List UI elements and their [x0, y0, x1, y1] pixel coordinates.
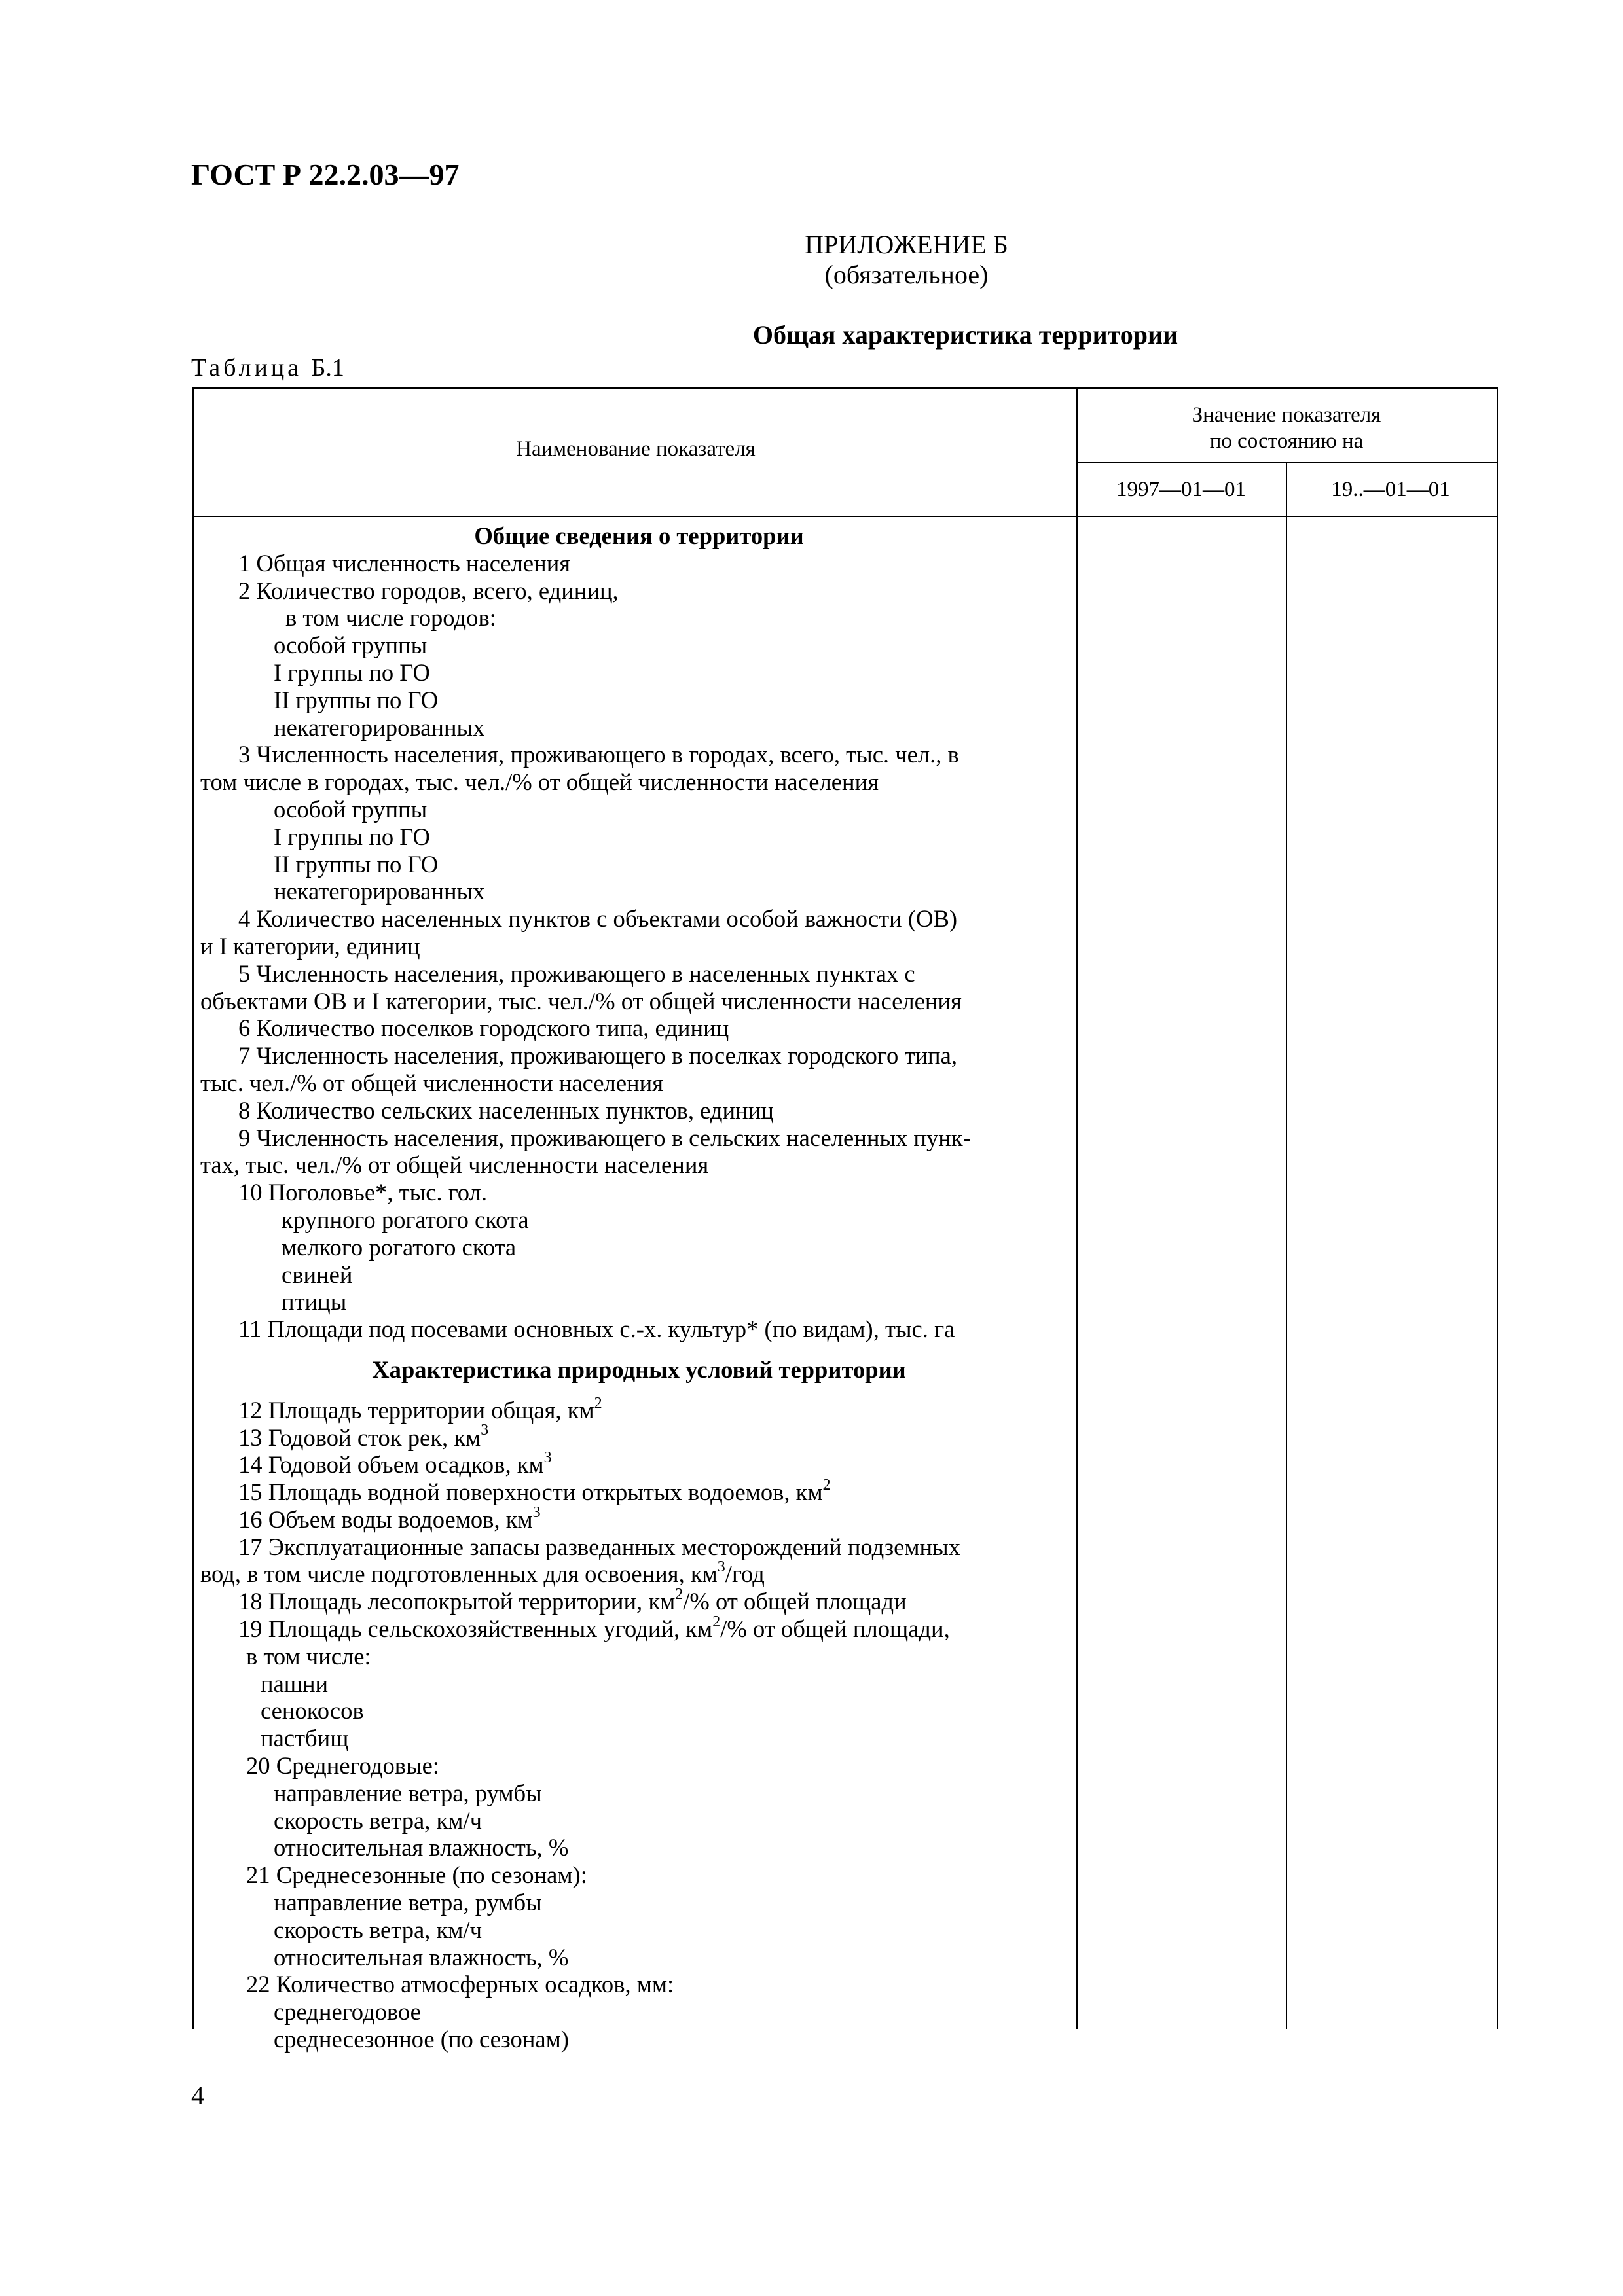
header-indicator-name: Наименование показателя: [516, 437, 756, 461]
table-number: Б.1: [311, 354, 344, 382]
table-label: [191, 353, 344, 382]
table-row: [200, 1424, 1078, 1452]
table-row: [200, 1476, 1078, 1506]
row-superscript: 3: [532, 1503, 541, 1521]
table-row: 6 Количество поселков городского типа, единиц: [238, 1014, 729, 1042]
table-label-word: Таблица: [191, 354, 302, 382]
table-row: мелкого рогатого скота: [282, 1233, 517, 1261]
table-row: [200, 1615, 1078, 1643]
table-row: среднесезонное (по сезонам): [274, 2026, 569, 2053]
table-row: II группы по ГО: [274, 850, 439, 878]
table-row: 21 Среднесезонные (по сезонам):: [246, 1861, 587, 1889]
row-superscript: 3: [543, 1449, 552, 1467]
table-row: тах, тыс. чел./% от общей численности населения: [200, 1151, 709, 1179]
table-row: 11 Площади под посевами основных с.-х. культур* (по видам), тыс. га: [238, 1316, 955, 1343]
table-row: 5 Численность населения, проживающего в населенных пунктах с: [238, 960, 915, 987]
table-body: [200, 522, 1078, 2053]
table-row: 3 Численность населения, проживающего в городах, всего, тыс. чел., в: [238, 741, 959, 768]
row-text: 13 Годовой сток рек, км: [238, 1424, 481, 1451]
table-row: [200, 1394, 1078, 1424]
header-date-2: 19..—01—01: [1331, 478, 1450, 501]
subsection-heading: Общие сведения о территории: [474, 522, 804, 549]
table-row: II группы по ГО: [274, 686, 439, 713]
row-superscript: 2: [594, 1394, 602, 1412]
table-row: в том числе городов:: [285, 604, 496, 632]
row-superscript: 3: [717, 1558, 725, 1576]
table-row: I группы по ГО: [274, 658, 430, 686]
table-row: среднегодовое: [274, 1998, 421, 2026]
table-row: 22 Количество атмосферных осадков, мм:: [246, 1971, 674, 1998]
table-row: 20 Среднегодовые:: [246, 1752, 440, 1780]
page-number: 4: [191, 2081, 204, 2110]
row-text: вод, в том числе подготовленных для освоения, км: [200, 1560, 718, 1588]
row-superscript: 2: [712, 1613, 721, 1630]
table-row: скорость ветра, км/ч: [274, 1916, 482, 1943]
table-row: 8 Количество сельских населенных пунктов, единиц: [238, 1096, 774, 1124]
table-row: и I категории, единиц: [200, 932, 420, 960]
row-text-after: /год: [725, 1560, 765, 1588]
table-row: [200, 1503, 1078, 1534]
table-row: пастбищ: [261, 1725, 349, 1752]
table-row: некатегорированных: [274, 878, 485, 905]
table-row: том числе в городах, тыс. чел./% от общей численности населения: [200, 768, 879, 796]
header-indicator-value: [1077, 402, 1496, 454]
row-superscript: 2: [822, 1476, 831, 1494]
table-left-border: [192, 387, 194, 2029]
document-code: ГОСТ Р 22.2.03—97: [191, 158, 460, 191]
table-row: направление ветра, румбы: [274, 1889, 542, 1916]
row-text-after: /% от общей площади: [683, 1588, 907, 1615]
section-title: Общая характеристика территории: [752, 320, 1178, 350]
row-text: 15 Площадь водной поверхности открытых водоемов, км: [238, 1479, 823, 1506]
table-row: 2 Количество городов, всего, единиц,: [238, 577, 619, 604]
subsection-heading: Характеристика природных условий территории: [372, 1355, 906, 1383]
table-row: относительная влажность, %: [274, 1943, 569, 1971]
appendix-type: (обязательное): [824, 260, 989, 289]
table-row: 1 Общая численность населения: [238, 549, 571, 577]
header-value-line2: по состоянию на: [1209, 429, 1364, 453]
table-row: 7 Численность населения, проживающего в поселках городского типа,: [238, 1042, 957, 1069]
table-row: сенокосов: [261, 1697, 364, 1725]
table-row: крупного рогатого скота: [282, 1206, 529, 1233]
header-date-1: 1997—01—01: [1116, 478, 1246, 501]
row-spacer: [200, 1384, 1078, 1397]
row-text-after: /% от общей площади,: [720, 1615, 950, 1643]
appendix-name: ПРИЛОЖЕНИЕ Б: [805, 230, 1008, 259]
table-row: относительная влажность, %: [274, 1834, 569, 1861]
table-row: объектами ОВ и I категории, тыс. чел./% от общей численности населения: [200, 987, 962, 1014]
table-row: свиней: [282, 1261, 353, 1288]
table-row: тыс. чел./% от общей численности населения: [200, 1069, 664, 1096]
header-subdivider: [1076, 462, 1498, 463]
header-value-line1: Значение показателя: [1192, 403, 1381, 427]
table-right-border: [1497, 387, 1498, 2029]
table-row: скорость ветра, км/ч: [274, 1806, 482, 1834]
column-divider-2: [1286, 462, 1287, 2029]
table-row: особой группы: [274, 795, 428, 823]
table-row: 4 Количество населенных пунктов с объектами особой важности (ОВ): [238, 905, 958, 933]
table-row: [200, 1588, 1078, 1615]
row-text: 12 Площадь территории общая, км: [238, 1396, 594, 1424]
table-row: птицы: [282, 1288, 347, 1316]
row-spacer: [200, 1343, 1078, 1356]
table-row: некатегорированных: [274, 713, 485, 741]
table-row: 10 Поголовье*, тыс. гол.: [238, 1179, 488, 1206]
row-text: 16 Объем воды водоемов, км: [238, 1505, 533, 1533]
table-row: [200, 1451, 1078, 1479]
table-row: I группы по ГО: [274, 823, 430, 850]
table-row: 9 Численность населения, проживающего в сельских населенных пунк-: [238, 1124, 971, 1151]
row-text: 18 Площадь лесопокрытой территории, км: [238, 1588, 676, 1615]
table-row: особой группы: [274, 632, 428, 659]
row-text: 14 Годовой объем осадков, км: [238, 1451, 544, 1479]
table-row: 17 Эксплуатационные запасы разведанных месторождений подземных: [238, 1533, 960, 1560]
table-row: в том числе:: [246, 1642, 371, 1670]
row-superscript: 2: [675, 1586, 684, 1604]
table-row: направление ветра, румбы: [274, 1779, 542, 1806]
row-superscript: 3: [481, 1422, 489, 1439]
table-row: пашни: [261, 1670, 329, 1697]
row-text: 19 Площадь сельскохозяйственных угодий, км: [238, 1615, 713, 1643]
table-row: [200, 1560, 1078, 1588]
table-top-border: [192, 387, 1498, 389]
header-bottom-border: [192, 516, 1498, 517]
